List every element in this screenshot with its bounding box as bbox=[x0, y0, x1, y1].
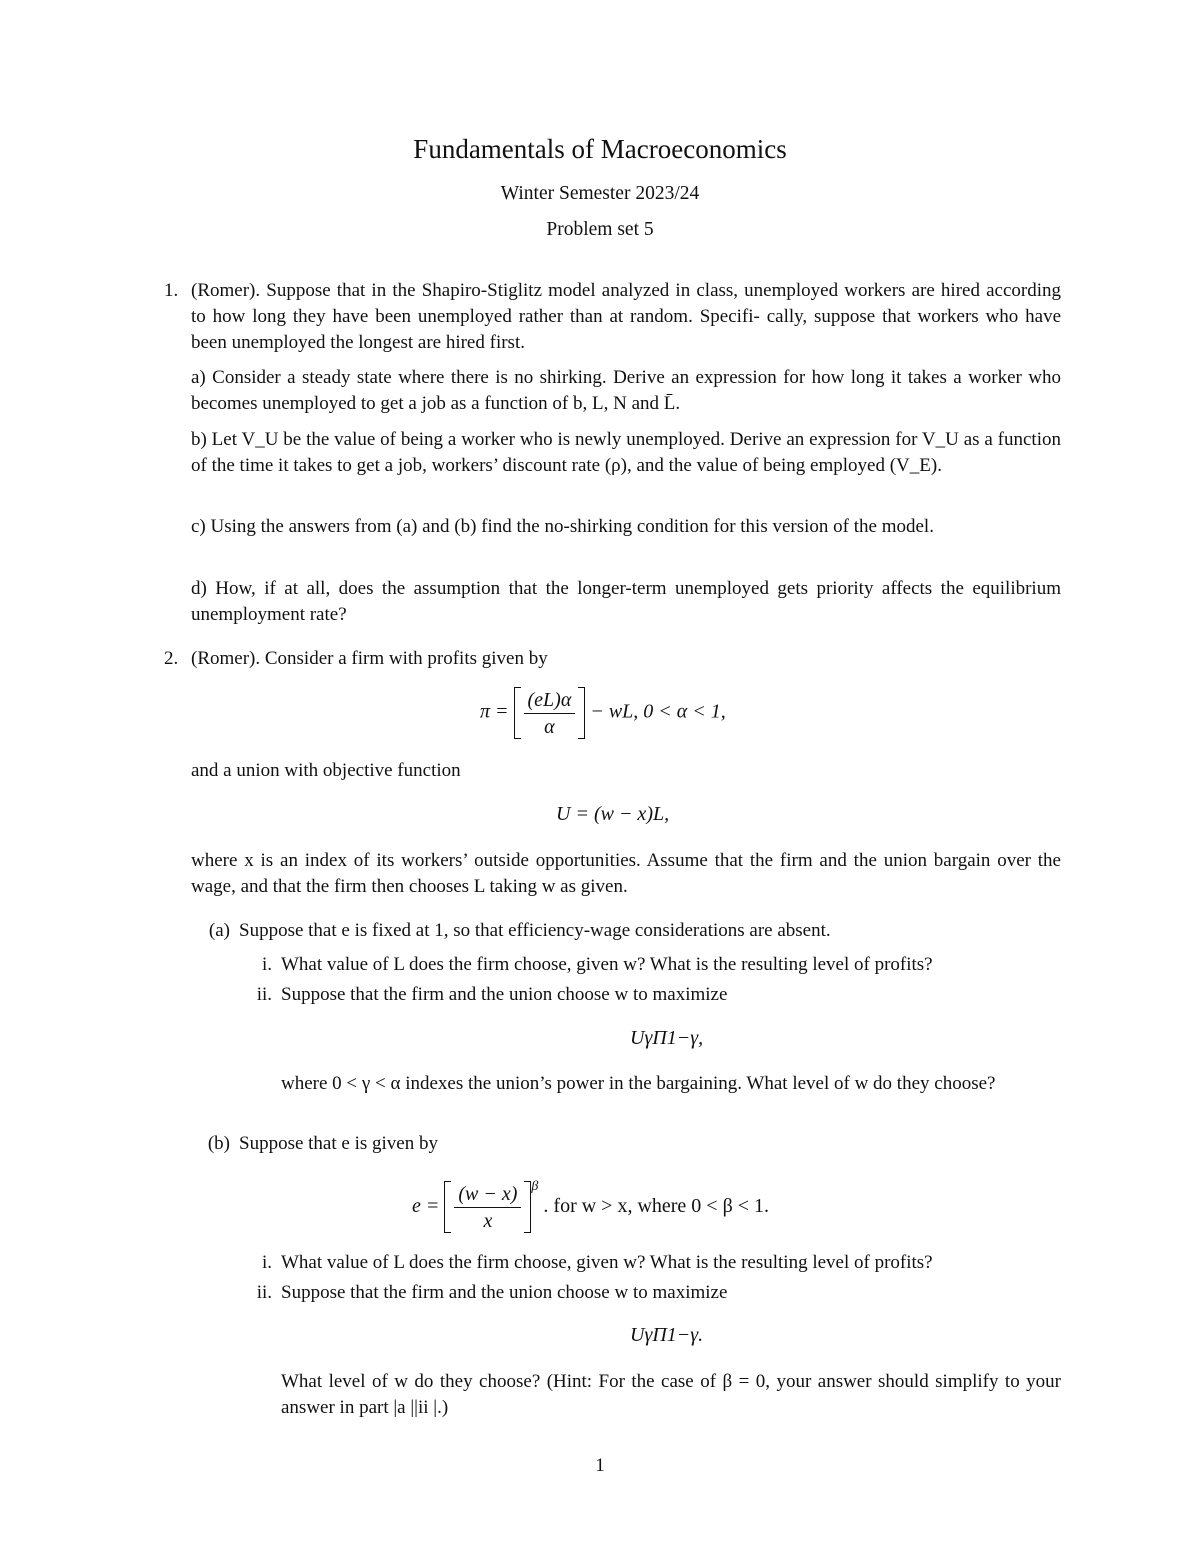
union-intro: and a union with objective function bbox=[191, 760, 461, 781]
problem-set-label: Problem set 5 bbox=[546, 219, 654, 240]
effort-equation bbox=[412, 1179, 769, 1233]
question-1-intro: (Romer). Suppose that in the Shapiro-Stiglitz model analyzed in class, unemployed workers are hired according to how long they have been unemployed rather than at random. Specifi- cally, suppose that workers who have been unemployed the longest are hired first. bbox=[191, 280, 1061, 353]
part-b-i-label: i. bbox=[261, 1252, 272, 1273]
part-a-i-text: What value of L does the firm choose, given w? What is the resulting level of profits? bbox=[281, 954, 933, 975]
part-a-text: Suppose that e is fixed at 1, so that efficiency-wage considerations are absent. bbox=[239, 920, 831, 941]
nash-bargaining-equation-1: UγΠ1−γ, bbox=[630, 1027, 704, 1049]
profit-eq-lhs: π = bbox=[480, 700, 509, 723]
question-2-intro: (Romer). Consider a firm with profits given by bbox=[191, 648, 548, 669]
part-b-ii-label: ii. bbox=[256, 1282, 272, 1303]
question-1-number: 1. bbox=[164, 280, 179, 301]
part-a-ii-text: Suppose that the firm and the union choose w to maximize bbox=[281, 984, 728, 1005]
profit-equation bbox=[480, 687, 726, 739]
part-a-ii-where: where 0 < γ < α indexes the union’s power in the bargaining. What level of w do they choose? bbox=[281, 1073, 996, 1094]
part-a-i-label: i. bbox=[261, 954, 272, 975]
effort-eq-denominator: x bbox=[483, 1209, 493, 1232]
union-objective-equation: U = (w − x)L, bbox=[556, 803, 670, 825]
question-2-where: where x is an index of its workers’ outside opportunities. Assume that the firm and the union bargain over the wage, and that the firm then chooses L taking w as given. bbox=[191, 850, 1061, 897]
effort-eq-lhs: e = bbox=[412, 1195, 440, 1217]
page-number: 1 bbox=[595, 1455, 605, 1476]
part-b-text: Suppose that e is given by bbox=[239, 1133, 438, 1154]
question-1a: a) Consider a steady state where there is no shirking. Derive an expression for how long it takes a worker who becomes unemployed to get a job as a function of b, L, N and L̄. bbox=[191, 367, 1061, 414]
part-b-i-text: What value of L does the firm choose, given w? What is the resulting level of profits? bbox=[281, 1252, 933, 1273]
part-b-label: (b) bbox=[207, 1133, 230, 1154]
question-2-number: 2. bbox=[164, 648, 179, 669]
effort-eq-numerator: (w − x) bbox=[454, 1184, 521, 1208]
part-a-ii-label: ii. bbox=[256, 984, 272, 1005]
question-1c: c) Using the answers from (a) and (b) find the no-shirking condition for this version of the model. bbox=[191, 516, 934, 537]
profit-eq-tail: − wL, 0 < α < 1, bbox=[590, 700, 726, 723]
profit-eq-numerator: (eL)α bbox=[524, 690, 576, 714]
semester-line: Winter Semester 2023/24 bbox=[500, 183, 700, 204]
question-1d: d) How, if at all, does the assumption that the longer-term unemployed gets priority affects the equilibrium unemployment rate? bbox=[191, 578, 1061, 625]
part-b-ii-text: Suppose that the firm and the union choose w to maximize bbox=[281, 1282, 728, 1303]
question-1b: b) Let V_U be the value of being a worker who is newly unemployed. Derive an expression for V_U as a function of the time it takes to get a job, workers’ discount rate (ρ), and the value of being employed (V_E). bbox=[191, 429, 1061, 476]
part-a-label: (a) bbox=[208, 920, 230, 941]
nash-bargaining-equation-2: UγΠ1−γ. bbox=[630, 1324, 704, 1346]
document-title: Fundamentals of Macroeconomics bbox=[413, 134, 787, 164]
effort-eq-tail: . for w > x, where 0 < β < 1. bbox=[543, 1195, 770, 1217]
effort-eq-exponent: β bbox=[531, 1179, 539, 1194]
profit-eq-denominator: α bbox=[544, 715, 555, 738]
part-b-ii-hint: What level of w do they choose? (Hint: For the case of β = 0, your answer should simplify to your answer in part |a ||ii |.) bbox=[281, 1371, 1061, 1418]
